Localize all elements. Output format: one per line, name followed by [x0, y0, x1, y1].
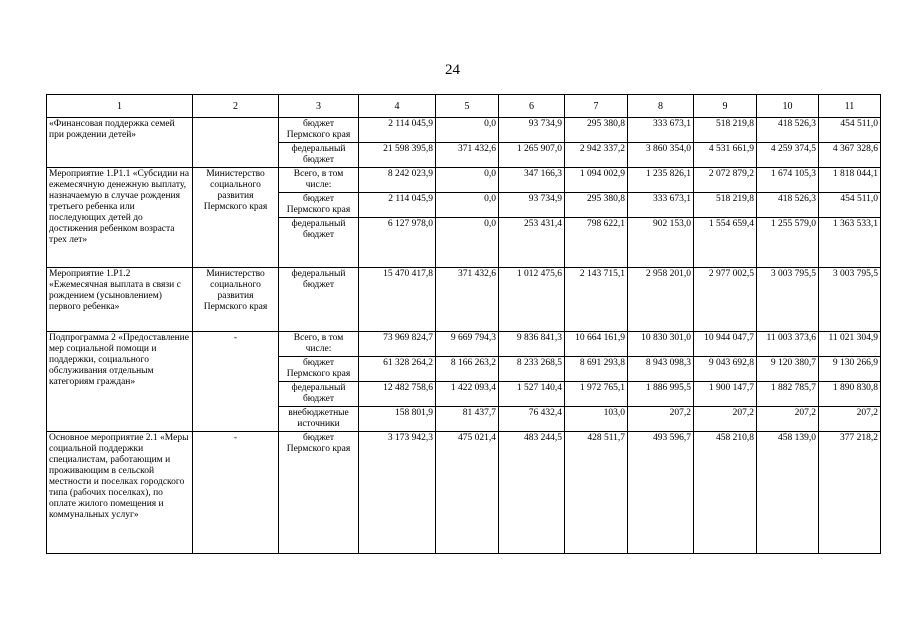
amount-cell: 333 673,1 — [628, 118, 694, 143]
amount-cell: 1 265 907,0 — [499, 143, 565, 168]
amount-cell: 1 094 002,9 — [565, 168, 628, 193]
amount-cell: 2 114 045,9 — [359, 193, 436, 218]
table-row — [47, 118, 881, 143]
amount-cell: 1 882 785,7 — [757, 382, 819, 407]
funding-source-cell: внебюджетные источники — [279, 407, 359, 432]
amount-cell: 8 691 293,8 — [565, 357, 628, 382]
amount-cell: 10 664 161,9 — [565, 332, 628, 357]
amount-cell: 4 367 328,6 — [819, 143, 881, 168]
funding-source-cell: Всего, в том числе: — [279, 332, 359, 357]
program-name-cell: «Финансовая поддержка семей при рождении детей» — [47, 118, 193, 168]
amount-cell: 418 526,3 — [757, 193, 819, 218]
amount-cell: 1 363 533,1 — [819, 218, 881, 268]
column-header: 8 — [628, 95, 694, 118]
amount-cell: 518 219,8 — [694, 118, 757, 143]
amount-cell: 6 127 978,0 — [359, 218, 436, 268]
amount-cell: 253 431,4 — [499, 218, 565, 268]
amount-cell: 3 173 942,3 — [359, 432, 436, 554]
executor-cell: - — [193, 332, 279, 432]
amount-cell: 0,0 — [436, 168, 499, 193]
table-row — [47, 332, 881, 357]
column-header: 7 — [565, 95, 628, 118]
amount-cell: 11 021 304,9 — [819, 332, 881, 357]
funding-source-cell: бюджет Пермского края — [279, 118, 359, 143]
column-header: 4 — [359, 95, 436, 118]
column-header: 5 — [436, 95, 499, 118]
amount-cell: 902 153,0 — [628, 218, 694, 268]
amount-cell: 8 233 268,5 — [499, 357, 565, 382]
amount-cell: 2 958 201,0 — [628, 268, 694, 332]
column-header: 1 — [47, 95, 193, 118]
amount-cell: 93 734,9 — [499, 118, 565, 143]
amount-cell: 475 021,4 — [436, 432, 499, 554]
amount-cell: 9 120 380,7 — [757, 357, 819, 382]
amount-cell: 483 244,5 — [499, 432, 565, 554]
amount-cell: 333 673,1 — [628, 193, 694, 218]
amount-cell: 8 166 263,2 — [436, 357, 499, 382]
amount-cell: 295 380,8 — [565, 118, 628, 143]
amount-cell: 4 259 374,5 — [757, 143, 819, 168]
amount-cell: 458 139,0 — [757, 432, 819, 554]
amount-cell: 76 432,4 — [499, 407, 565, 432]
amount-cell: 428 511,7 — [565, 432, 628, 554]
amount-cell: 3 860 354,0 — [628, 143, 694, 168]
column-header: 11 — [819, 95, 881, 118]
amount-cell: 93 734,9 — [499, 193, 565, 218]
funding-source-cell: Всего, в том числе: — [279, 168, 359, 193]
amount-cell: 8 242 023,9 — [359, 168, 436, 193]
budget-table — [46, 94, 881, 554]
amount-cell: 1 674 105,3 — [757, 168, 819, 193]
executor-cell: Министерство социального развития Пермского края — [193, 168, 279, 268]
amount-cell: 207,2 — [757, 407, 819, 432]
table-row — [47, 268, 881, 332]
amount-cell: 377 218,2 — [819, 432, 881, 554]
column-header: 10 — [757, 95, 819, 118]
amount-cell: 207,2 — [628, 407, 694, 432]
amount-cell: 10 830 301,0 — [628, 332, 694, 357]
amount-cell: 518 219,8 — [694, 193, 757, 218]
amount-cell: 0,0 — [436, 118, 499, 143]
funding-source-cell: федеральный бюджет — [279, 143, 359, 168]
amount-cell: 2 143 715,1 — [565, 268, 628, 332]
amount-cell: 1 422 093,4 — [436, 382, 499, 407]
amount-cell: 9 043 692,8 — [694, 357, 757, 382]
amount-cell: 798 622,1 — [565, 218, 628, 268]
amount-cell: 295 380,8 — [565, 193, 628, 218]
amount-cell: 454 511,0 — [819, 193, 881, 218]
amount-cell: 81 437,7 — [436, 407, 499, 432]
amount-cell: 73 969 824,7 — [359, 332, 436, 357]
program-name-cell: Основное мероприятие 2.1 «Меры социальной поддержки специалистам, работающим и проживающим в сельской местности и поселках городского типа (рабочих поселках), по оплате жилого помещения и коммунальных услуг» — [47, 432, 193, 554]
amount-cell: 158 801,9 — [359, 407, 436, 432]
amount-cell: 1 890 830,8 — [819, 382, 881, 407]
amount-cell: 9 836 841,3 — [499, 332, 565, 357]
amount-cell: 2 072 879,2 — [694, 168, 757, 193]
amount-cell: 418 526,3 — [757, 118, 819, 143]
amount-cell: 3 003 795,5 — [819, 268, 881, 332]
amount-cell: 2 942 337,2 — [565, 143, 628, 168]
amount-cell: 15 470 417,8 — [359, 268, 436, 332]
funding-source-cell: федеральный бюджет — [279, 268, 359, 332]
table-row — [47, 168, 881, 193]
executor-cell: Министерство социального развития Пермского края — [193, 268, 279, 332]
amount-cell: 1 554 659,4 — [694, 218, 757, 268]
amount-cell: 371 432,6 — [436, 268, 499, 332]
amount-cell: 12 482 758,6 — [359, 382, 436, 407]
amount-cell: 10 944 047,7 — [694, 332, 757, 357]
amount-cell: 61 328 264,2 — [359, 357, 436, 382]
amount-cell: 207,2 — [694, 407, 757, 432]
amount-cell: 347 166,3 — [499, 168, 565, 193]
amount-cell: 2 114 045,9 — [359, 118, 436, 143]
amount-cell: 0,0 — [436, 218, 499, 268]
amount-cell: 9 130 266,9 — [819, 357, 881, 382]
funding-source-cell: бюджет Пермского края — [279, 432, 359, 554]
table-row — [47, 432, 881, 554]
page-number: 24 — [445, 62, 460, 78]
amount-cell: 2 977 002,5 — [694, 268, 757, 332]
amount-cell: 1 900 147,7 — [694, 382, 757, 407]
amount-cell: 493 596,7 — [628, 432, 694, 554]
amount-cell: 4 531 661,9 — [694, 143, 757, 168]
amount-cell: 21 598 395,8 — [359, 143, 436, 168]
amount-cell: 103,0 — [565, 407, 628, 432]
amount-cell: 1 235 826,1 — [628, 168, 694, 193]
amount-cell: 1 972 765,1 — [565, 382, 628, 407]
program-name-cell: Мероприятие 1.Р1.2 «Ежемесячная выплата в связи с рождением (усыновлением) первого ребенка» — [47, 268, 193, 332]
funding-source-cell: федеральный бюджет — [279, 218, 359, 268]
amount-cell: 1 012 475,6 — [499, 268, 565, 332]
amount-cell: 458 210,8 — [694, 432, 757, 554]
amount-cell: 454 511,0 — [819, 118, 881, 143]
column-header: 2 — [193, 95, 279, 118]
column-header: 9 — [694, 95, 757, 118]
executor-cell: - — [193, 432, 279, 554]
amount-cell: 9 669 794,3 — [436, 332, 499, 357]
amount-cell: 1 255 579,0 — [757, 218, 819, 268]
program-name-cell: Мероприятие 1.Р1.1 «Субсидии на ежемесячную денежную выплату, назначаемую в случае рождения третьего ребенка или последующих детей до достижения ребенком возраста трех лет» — [47, 168, 193, 268]
amount-cell: 0,0 — [436, 193, 499, 218]
funding-source-cell: бюджет Пермского края — [279, 193, 359, 218]
amount-cell: 1 527 140,4 — [499, 382, 565, 407]
amount-cell: 8 943 098,3 — [628, 357, 694, 382]
column-header: 3 — [279, 95, 359, 118]
amount-cell: 1 818 044,1 — [819, 168, 881, 193]
table-header-row — [47, 95, 881, 118]
executor-cell — [193, 118, 279, 168]
amount-cell: 1 886 995,5 — [628, 382, 694, 407]
amount-cell: 11 003 373,6 — [757, 332, 819, 357]
amount-cell: 3 003 795,5 — [757, 268, 819, 332]
funding-source-cell: бюджет Пермского края — [279, 357, 359, 382]
amount-cell: 371 432,6 — [436, 143, 499, 168]
column-header: 6 — [499, 95, 565, 118]
funding-source-cell: федеральный бюджет — [279, 382, 359, 407]
amount-cell: 207,2 — [819, 407, 881, 432]
program-name-cell: Подпрограмма 2 «Предоставление мер социальной помощи и поддержки, социального обслуживания отдельным категориям граждан» — [47, 332, 193, 432]
